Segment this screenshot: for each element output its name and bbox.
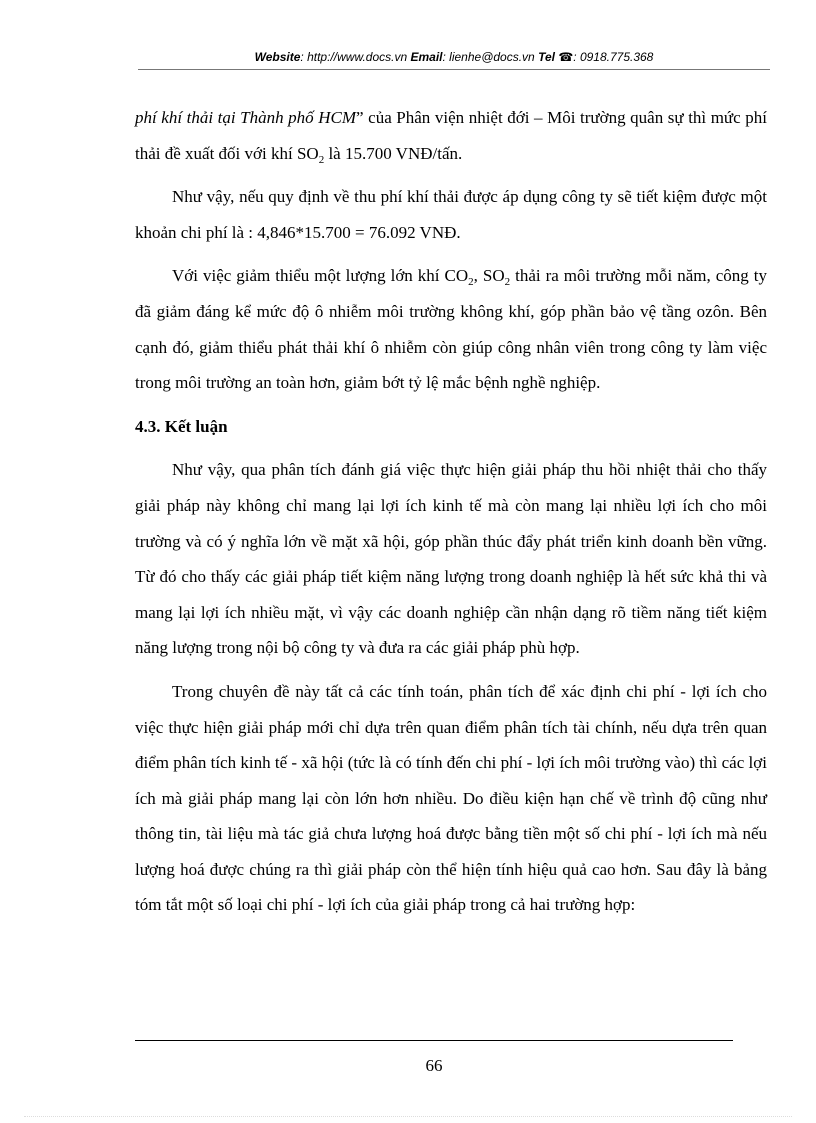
paragraph-1 [135, 100, 767, 171]
tel-value: : 0918.775.368 [573, 50, 654, 64]
co2-subscript: 2 [468, 276, 474, 289]
page-edge-dots [24, 1116, 792, 1117]
tel-label: Tel [538, 50, 555, 64]
page-body [135, 100, 767, 931]
paragraph-3-text-b: , SO [473, 266, 505, 286]
paragraph-3 [135, 258, 767, 400]
paragraph-3-text-a: Với việc giảm thiểu một lượng lớn khí CO [172, 266, 469, 286]
email-label: Email [410, 50, 443, 64]
website-label: Website [254, 50, 301, 64]
phone-icon: ☎ [558, 50, 574, 64]
so2-subscript: 2 [318, 153, 325, 166]
paragraph-4: Như vậy, qua phân tích đánh giá việc thực hiện giải pháp thu hồi nhiệt thải cho thấy giải pháp này không chỉ mang lại lợi ích kinh tế mà còn mang lại nhiều lợi ích cho môi trường và có ý nghĩa lớn về mặt xã hội, góp phần thúc đẩy phát triển kinh doanh bền vững. Từ đó cho thấy các giải pháp tiết kiệm năng lượng trong doanh nghiệp là hết sức khả thi và mang lại lợi ích nhiều mặt, vì vậy các doanh nghiệp cần nhận dạng rõ tiềm năng tiết kiệm năng lượng trong nội bộ công ty và đưa ra các giải pháp phù hợp. [135, 460, 767, 658]
footer-divider [135, 1040, 733, 1041]
paragraph-5: Trong chuyên đề này tất cả các tính toán, phân tích để xác định chi phí - lợi ích cho việc thực hiện giải pháp mới chỉ dựa trên quan điểm phân tích tài chính, nếu dựa trên quan điểm phân tích kinh tế - xã hội (tức là có tính đến chi phí - lợi ích môi trường vào) thì các lợi ích mà giải pháp mang lại còn lớn hơn nhiều. Do điều kiện hạn chế về trình độ cũng như thông tin, tài liệu mà tác giả chưa lượng hoá được bằng tiền một số chi phí - lợi ích mà nếu lượng hoá được chúng ra thì giải pháp còn thể hiện tính hiệu quả cao hơn. Sau đây là bảng tóm tắt một số loại chi phí - lợi ích của giải pháp trong cả hai trường hợp: [135, 681, 767, 915]
paragraph-1-text-a: ” của Phân viện nhiệt đới – Môi trường quân sự thì mức phí thải đề xuất đối với khí SO [135, 108, 767, 163]
so2-subscript-2: 2 [504, 276, 511, 289]
page-number: 66 [425, 1056, 443, 1075]
section-heading: 4.3. Kết luận [135, 416, 228, 436]
paragraph-3-text-c: thải ra môi trường mỗi năm, công ty đã giảm đáng kể mức độ ô nhiễm môi trường không khí, góp phần bảo vệ tầng ozôn. Bên cạnh đó, giảm thiểu phát thải khí ô nhiễm còn giúp công nhân viên trong công ty làm việc trong môi trường an toàn hơn, giảm bớt tỷ lệ mắc bệnh nghề nghiệp. [135, 266, 768, 393]
paragraph-1-text-b: là 15.700 VNĐ/tấn. [324, 143, 463, 163]
paragraph-2: Như vậy, nếu quy định về thu phí khí thải được áp dụng công ty sẽ tiết kiệm được một khoản chi phí là : 4,846*15.700 = 76.092 VNĐ. [135, 187, 767, 242]
email-value: : lienhe@docs.vn [442, 50, 535, 64]
paragraph-1-italic: phí khí thải tại Thành phố HCM [135, 108, 357, 127]
page-header [138, 50, 770, 70]
website-value: : http://www.docs.vn [300, 50, 408, 64]
header-divider [138, 69, 770, 70]
